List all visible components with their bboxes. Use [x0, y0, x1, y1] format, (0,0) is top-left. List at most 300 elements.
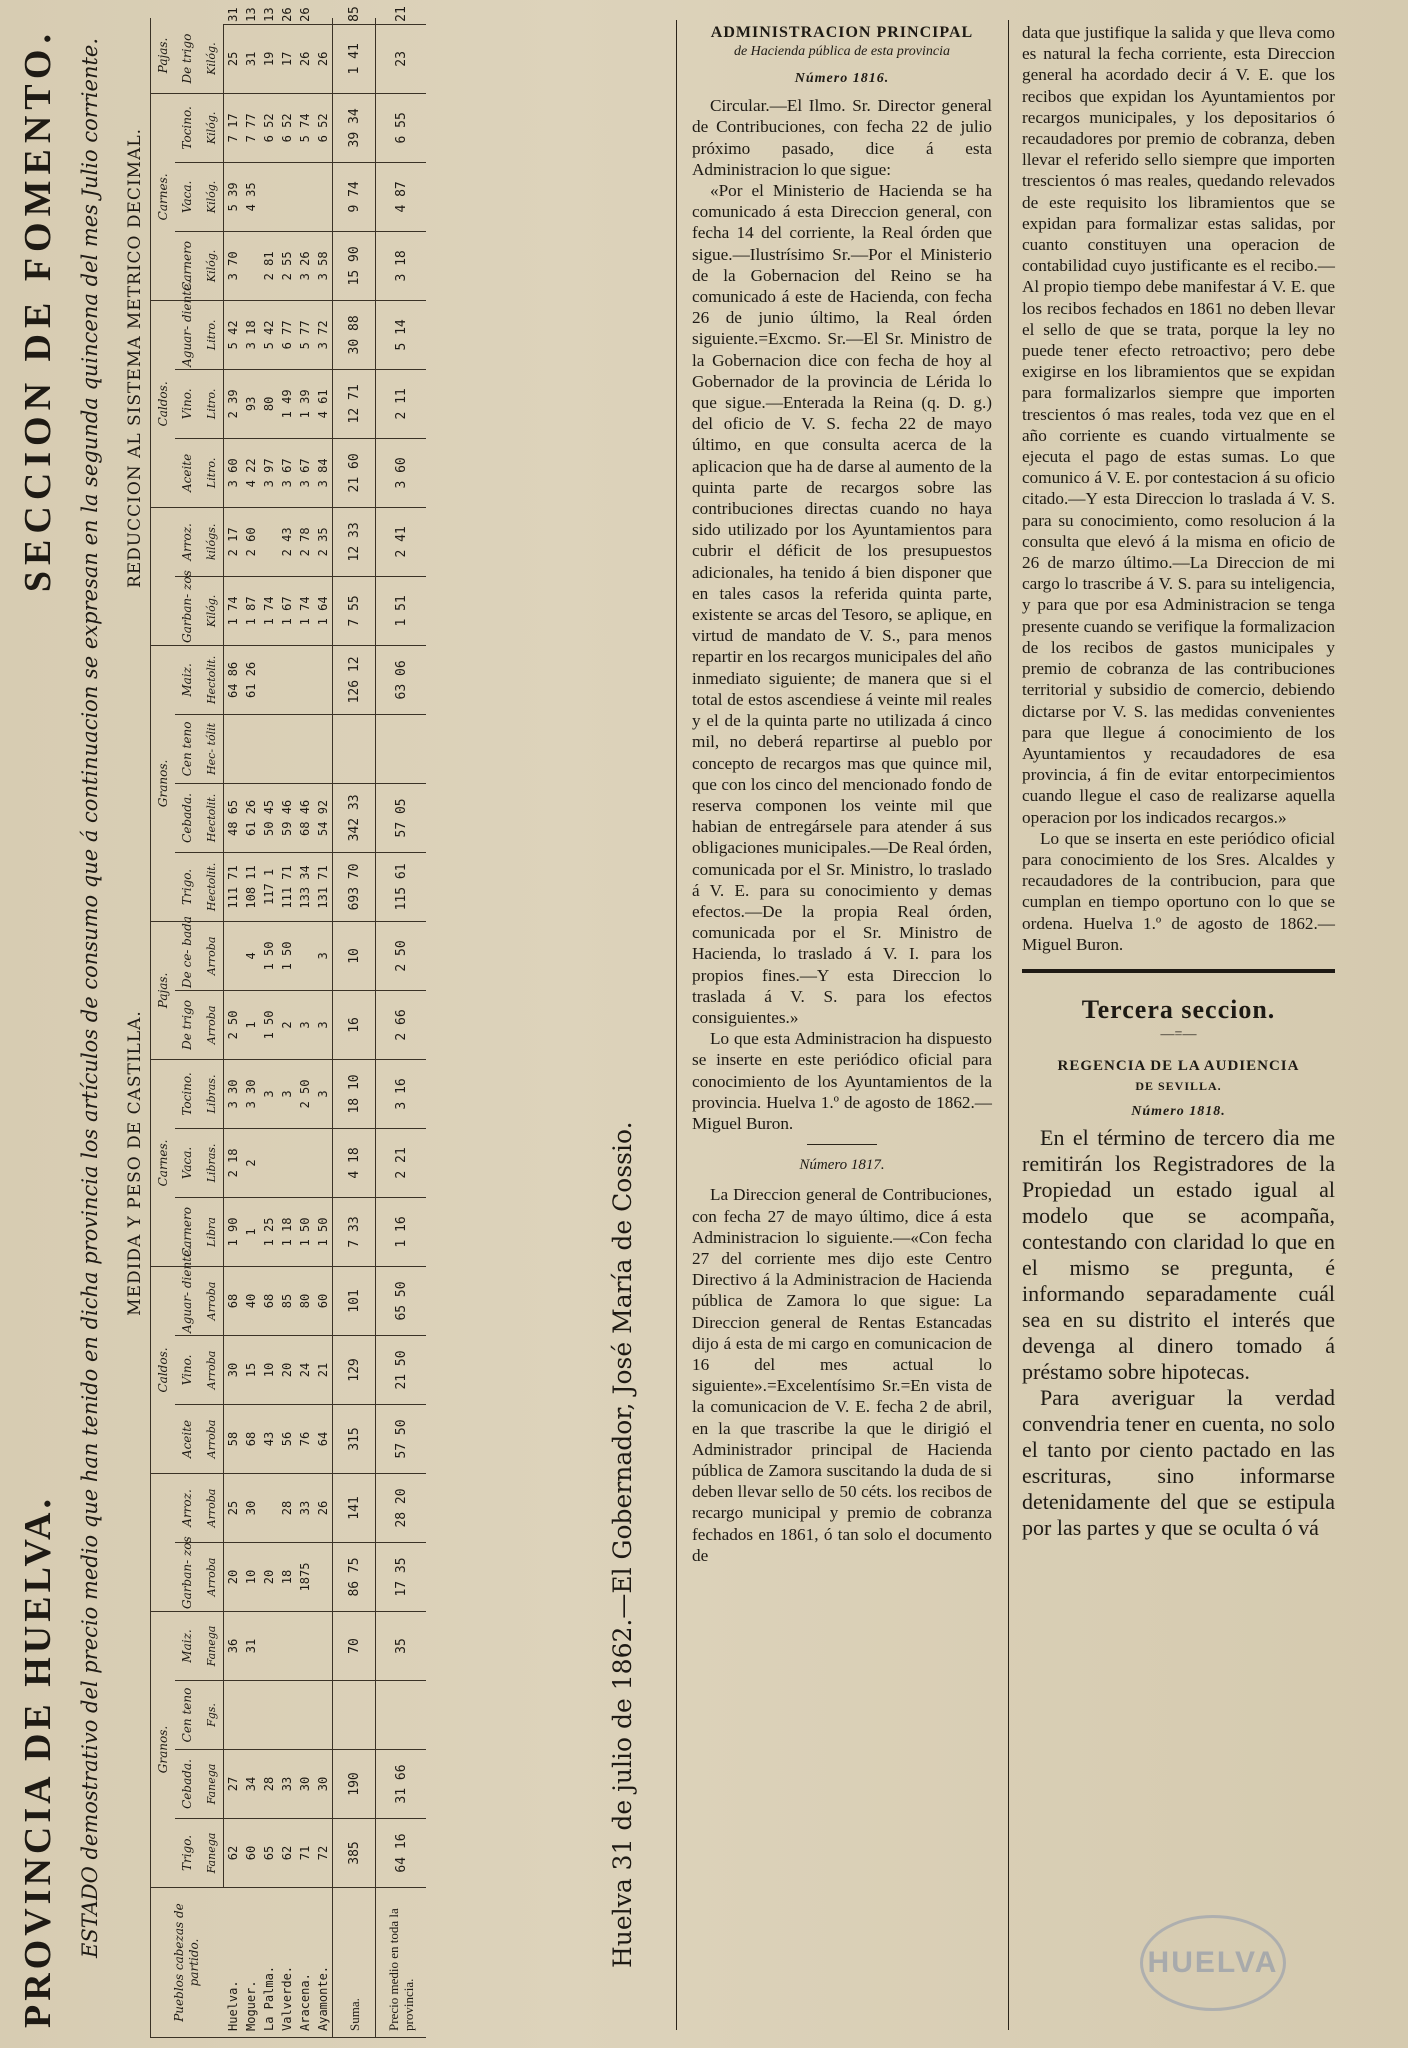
- table-cell: 59 46: [278, 783, 296, 852]
- table-cell: 3 30: [242, 1059, 260, 1128]
- table-cell: [224, 921, 243, 990]
- table-cell: [242, 714, 260, 783]
- unit: Arroba: [199, 1266, 224, 1335]
- table-cell: 4 61: [314, 369, 333, 438]
- table-cell: 19: [260, 24, 278, 93]
- header-carnero-metric: Carnero: [175, 231, 199, 300]
- table-cell: 3: [278, 1059, 296, 1128]
- table-cell: 4 87: [376, 162, 427, 231]
- table-cell: [260, 1473, 278, 1542]
- table-cell: [278, 1611, 296, 1680]
- table-cell: [314, 1542, 333, 1611]
- header-arroz: Arroz.: [175, 1473, 199, 1542]
- table-cell: [296, 714, 314, 783]
- table-cell: 141: [333, 1473, 376, 1542]
- table-cell: 68: [224, 1266, 243, 1335]
- header-trigo: Trigo.: [175, 1819, 199, 1888]
- table-row: [242, 18, 260, 2038]
- paragraph: La Direccion general de Contribuciones, con fecha 27 de mayo último, dice á esta Administracion lo siguiente.—«Con fecha 27 del corriente mes dijo este Centro Directivo á la Administracion de Hacienda pública de Zamora lo que sigue: La Direccion general de Rentas Estancadas dijo á esta de mi cargo en comunicacion de 16 del mes actual lo siguiente».=Excelentísimo Sr.=En vista de la comunicacion de V. E. fecha 2 de abril, en la que trascribe la que le dirigió el Administrador principal de Hacienda pública de Zamora suscitando la duda de si deben llevar sello de 50 céts. los recibos de recargo municipal y premio de cobranza fechados en 1861, ó tan solo el documento de: [692, 1185, 992, 1565]
- paragraph: data que justifique la salida y que lleva como es natural la fecha corriente, esta Direccion general ha acordado decir á V. E. que los recibos que expidan los Ayuntamientos por recargos municipales, y los depositarios ó recaudadores por premio de cobranza, deben llevar el referido sello siempre que importen trescientos ó mas reales, quedando relevados de este requisito los libramientos que se expidan para formalizar estas salidas, por cuanto constituyen una operacion de contabilidad cuyo justificante es el recibo.—Al propio tiempo debe manifestar á V. E. que los recibos fechados en 1861 no deben llevar el sello de que se trata, porque la ley no puede tener efecto retroactivo; pero debe exigirse en los libramientos que se expidan para formalizarlos siempre que importen trescientos ó mas reales, toda vez que en el año corriente es cuando virtualmente se ejecuta el pago de estas sumas. Lo que comunico á V. E. por contestacion á su oficio citado.—Y esta Direccion lo traslada á V. S. para su conocimiento, como resolucion á la consulta que elevó á la misma en oficio de 26 de marzo último.—La Direccion de mi cargo lo trascribe á V. S. para su inteligencia, y para que por esa Administracion se tenga presente cuando se verifique la formalizacion de los recibos de gastos municipales y premio de cobranza de las contribuciones territorial y subsidio de comercio, debiendo dictarse por V. S. las medidas convenientes para que llegue á conocimiento de los Ayuntamientos y recaudadores de esa provincia, á fin de evitar entorpecimientos cuando llegue el caso de realizarse aquella operacion por los indicados recargos.»: [1022, 23, 1335, 827]
- unit: Kilóg.: [199, 93, 224, 162]
- table-cell: 93: [242, 369, 260, 438]
- header-tocino-metric: Tocino.: [175, 93, 199, 162]
- table-cell: 1 41: [333, 24, 376, 93]
- table-cell: 61 26: [242, 783, 260, 852]
- header-maiz-metric: Maiz.: [175, 645, 199, 714]
- table-cell: 3 18: [242, 300, 260, 369]
- table-cell: 115 61: [376, 852, 427, 921]
- table-cell: 62: [278, 1819, 296, 1888]
- table-cell: 1 74: [224, 576, 243, 645]
- divider: [807, 1144, 877, 1145]
- table-cell: 1 50: [278, 921, 296, 990]
- table-cell: 2 60: [242, 507, 260, 576]
- table-footer-signature: Huelva 31 de julio de 1862.—El Gobernador, José María de Cossio.: [608, 1121, 637, 1968]
- administracion-heading: ADMINISTRACION PRINCIPAL: [710, 24, 974, 41]
- table-cell: [278, 645, 296, 714]
- header-aguardiente-metric: Aguar- diente.: [175, 300, 199, 369]
- rotated-price-table-section: [0, 0, 650, 2048]
- unit: Litro.: [199, 369, 224, 438]
- row-label: Huelva.: [224, 1888, 243, 2038]
- price-table-body: [224, 6, 427, 2038]
- table-cell: 1 49: [278, 369, 296, 438]
- table-cell: 2 11: [376, 369, 427, 438]
- table-cell: 56: [278, 1404, 296, 1473]
- header-maiz: Maiz.: [175, 1611, 199, 1680]
- table-cell: [333, 714, 376, 783]
- table-cell: 3: [260, 1059, 278, 1128]
- header-caldos: Caldos.: [151, 1266, 176, 1473]
- tercera-seccion-title: Tercera seccion.: [1081, 994, 1276, 1024]
- table-cell: 17 35: [376, 1542, 427, 1611]
- table-cell: 10: [242, 1542, 260, 1611]
- table-cell: 61 26: [242, 645, 260, 714]
- table-cell: [314, 18, 333, 24]
- header-arroz-metric: Arroz.: [175, 507, 199, 576]
- table-cell: 10: [260, 1335, 278, 1404]
- unit: Arroba: [199, 1473, 224, 1542]
- table-cell: 65: [260, 1819, 278, 1888]
- table-cell: 30 88: [333, 300, 376, 369]
- table-cell: [224, 714, 243, 783]
- table-cell: 4 22: [242, 438, 260, 507]
- table-cell: [278, 1681, 296, 1750]
- table-cell: 117 1: [260, 852, 278, 921]
- text-column-1: [692, 22, 992, 1566]
- table-cell: 1 74: [260, 576, 278, 645]
- table-cell: [260, 162, 278, 231]
- table-cell: 3 67: [296, 438, 314, 507]
- table-row: [224, 18, 243, 2038]
- row-label: Precio medio en toda la provincia.: [376, 1888, 427, 2038]
- table-cell: [278, 714, 296, 783]
- table-cell: 1: [242, 1197, 260, 1266]
- table-cell: 54 92: [314, 783, 333, 852]
- table-cell: 2 43: [278, 507, 296, 576]
- section-divider: [1022, 969, 1335, 973]
- table-cell: 64 16: [376, 1819, 427, 1888]
- unit: Arroba: [199, 1542, 224, 1611]
- header-granos-metric: Granos.: [151, 645, 176, 921]
- table-cell: 76: [296, 1404, 314, 1473]
- table-cell: [314, 1611, 333, 1680]
- column-rule: [676, 20, 677, 2030]
- header-tocino: Tocino.: [175, 1059, 199, 1128]
- table-cell: 36: [224, 1611, 243, 1680]
- table-cell: 7 33: [333, 1197, 376, 1266]
- table-cell: 20: [260, 1542, 278, 1611]
- table-cell: 2 21: [376, 1128, 427, 1197]
- table-cell: [260, 1128, 278, 1197]
- table-cell: 26: [296, 18, 314, 24]
- table-cell: 133 34: [296, 852, 314, 921]
- unit: Arroba: [199, 921, 224, 990]
- table-cell: 30: [314, 1750, 333, 1819]
- header-paja-trigo: De trigo: [175, 990, 199, 1059]
- table-cell: [296, 162, 314, 231]
- table-cell: [296, 1681, 314, 1750]
- promedio-row: [376, 18, 427, 2038]
- table-cell: 111 71: [278, 852, 296, 921]
- row-label: Suma.: [333, 1888, 376, 2038]
- table-cell: 30: [242, 1473, 260, 1542]
- table-cell: 2 50: [224, 990, 243, 1059]
- table-cell: 5 39: [224, 162, 243, 231]
- unit: Litro.: [199, 438, 224, 507]
- table-cell: 26: [278, 18, 296, 24]
- table-cell: 21: [376, 18, 427, 24]
- row-label: Ayamonte.: [314, 1888, 333, 2038]
- unit: Hec- tólit: [199, 714, 224, 783]
- unit: Fanega: [199, 1819, 224, 1888]
- table-cell: 3 26: [296, 231, 314, 300]
- table-cell: 3: [314, 921, 333, 990]
- table-cell: 3 18: [376, 231, 427, 300]
- table-cell: 40: [242, 1266, 260, 1335]
- header-garbanzos: Garban- zos: [175, 1542, 199, 1611]
- table-cell: 58: [224, 1404, 243, 1473]
- table-row: [260, 18, 278, 2038]
- table-cell: 65 50: [376, 1266, 427, 1335]
- table-cell: 12 33: [333, 507, 376, 576]
- table-cell: 4: [242, 921, 260, 990]
- table-cell: 1875: [296, 1542, 314, 1611]
- table-cell: 3 60: [224, 438, 243, 507]
- unit: Fanega: [199, 1750, 224, 1819]
- table-cell: 85: [278, 1266, 296, 1335]
- table-cell: 68: [242, 1404, 260, 1473]
- ornament-dashes: —=—: [1160, 1027, 1197, 1043]
- header-cebada: Cebada.: [175, 1750, 199, 1819]
- paragraph: «Por el Ministerio de Hacienda se ha comunicado á esta Direccion general, con fecha 14 del corriente, la Real órden que sigue.—Ilustrísimo Sr.—Por el Ministerio de la Gobernacion del Reino se ha comunicado á este de Hacienda, con fecha 26 de junio último, la Real órden siguiente.=Excmo. Sr.—El Sr. Ministro de la Gobernacion dice con fecha de hoy al Gobernador de la provincia de Lérida lo que sigue.—Enterada la Reina (q. D. g.) del oficio de V. S. fecha 22 de mayo último, en que consulta acerca de la aplicacion que ha de darse al aumento de la quinta parte de recargos sobre las contribuciones directas cuando no haya sido utilizado por los Ayuntamientos para cubrir el déficit de los presupuestos adicionales, ha tenido á bien disponer que en tales casos la referida quinta parte, existente se arcas del Tesoro, se aplique, en virtud de mandato de V. S., para menos repartir en los recargos municipales del año inmediato siguiente; de manera que si el total de estos ascendiese á veinte mil reales y el de la quinta parte no utilizada á cinco mil, no deberá repartirse al pueblo por concepto de recargos mas que quince mil, que con los cinco del mencionado fondo de reserva componen los veinte mil que habian de entregársele para atender á sus obligaciones municipales.—De Real órden, comunicada por el Sr. Ministro, lo traslado á V. E. para su conocimiento y demas efectos.—De la propia Real órden, comunicada por el Sr. Ministro de Hacienda, lo traslado á V. I. para los propios fines.—Y esta Direccion lo traslada á V. S. para los efectos consiguientes.»: [692, 181, 992, 1027]
- table-cell: 60: [242, 1819, 260, 1888]
- unit: Fgs.: [199, 1681, 224, 1750]
- table-cell: 1 16: [376, 1197, 427, 1266]
- table-cell: 48 65: [224, 783, 243, 852]
- table-cell: 1 25: [260, 1197, 278, 1266]
- table-cell: [260, 1681, 278, 1750]
- paragraph: Lo que se inserta en este periódico oficial para conocimiento de los Sres. Alcaldes y recaudadores de la contribucion, para que cumplan en tiempo oportuno con lo que se ordena. Huelva 1.º de agosto de 1862.—Miguel Buron.: [1022, 828, 1335, 954]
- unit: Kilóg.: [199, 162, 224, 231]
- table-cell: 9 74: [333, 162, 376, 231]
- notice-number-1818: Número 1818.: [1131, 1104, 1226, 1120]
- table-cell: [314, 1681, 333, 1750]
- table-cell: 129: [333, 1335, 376, 1404]
- table-cell: [314, 1128, 333, 1197]
- table-cell: [260, 507, 278, 576]
- table-cell: 26: [296, 24, 314, 93]
- table-cell: 70: [333, 1611, 376, 1680]
- table-cell: 15 90: [333, 231, 376, 300]
- table-cell: 33: [278, 1750, 296, 1819]
- header-caldos-metric: Caldos.: [151, 300, 176, 507]
- table-cell: 1 18: [278, 1197, 296, 1266]
- table-cell: 31: [224, 18, 243, 24]
- table-row: [296, 18, 314, 2038]
- table-cell: 28: [278, 1473, 296, 1542]
- table-cell: 1 50: [314, 1197, 333, 1266]
- row-label: Aracena.: [296, 1888, 314, 2038]
- table-cell: 25: [224, 1473, 243, 1542]
- table-cell: 2 50: [376, 921, 427, 990]
- table-cell: 15: [242, 1335, 260, 1404]
- table-cell: 1 90: [224, 1197, 243, 1266]
- table-cell: 18 10: [333, 1059, 376, 1128]
- table-cell: 3: [296, 990, 314, 1059]
- table-cell: 30: [296, 1750, 314, 1819]
- table-cell: 71: [296, 1819, 314, 1888]
- table-cell: 108 11: [242, 852, 260, 921]
- table-cell: [260, 714, 278, 783]
- table-cell: 3 72: [314, 300, 333, 369]
- column-rule: [1008, 20, 1009, 2030]
- unit: Kilóg.: [199, 576, 224, 645]
- table-cell: 33: [296, 1473, 314, 1542]
- table-cell: 21 50: [376, 1335, 427, 1404]
- table-cell: 2: [242, 1128, 260, 1197]
- table-cell: 60: [314, 1266, 333, 1335]
- table-cell: 2 81: [260, 231, 278, 300]
- regencia-subheading: DE SEVILLA.: [1135, 1079, 1222, 1094]
- table-cell: 13: [242, 18, 260, 24]
- table-cell: [278, 1128, 296, 1197]
- table-cell: 131 71: [314, 852, 333, 921]
- table-cell: 28 20: [376, 1473, 427, 1542]
- header-cebada-metric: Cebada.: [175, 783, 199, 852]
- header-carnes-metric: Carnes.: [151, 93, 176, 300]
- header-vaca: Vaca.: [175, 1128, 199, 1197]
- province-title: PROVINCIA DE HUELVA.: [17, 1495, 59, 2028]
- table-cell: 2: [278, 990, 296, 1059]
- table-cell: [296, 921, 314, 990]
- table-cell: 126 12: [333, 645, 376, 714]
- table-cell: 6 52: [260, 93, 278, 162]
- notice-number-1816: Número 1816.: [794, 71, 890, 86]
- library-stamp-watermark: HUELVA: [1140, 1915, 1286, 2011]
- price-table: [150, 6, 426, 2038]
- table-cell: 2 35: [314, 507, 333, 576]
- paragraph: Circular.—El Ilmo. Sr. Director general de Contribuciones, con fecha 22 de julio próximo pasado, dice á esta Administracion lo que sigue:: [692, 96, 992, 179]
- table-cell: 2 50: [296, 1059, 314, 1128]
- table-cell: 1 50: [296, 1197, 314, 1266]
- table-cell: 5 77: [296, 300, 314, 369]
- table-cell: 57 50: [376, 1404, 427, 1473]
- table-cell: 3 30: [224, 1059, 243, 1128]
- table-cell: 190: [333, 1750, 376, 1819]
- unit: Litro.: [199, 300, 224, 369]
- table-cell: [260, 645, 278, 714]
- table-cell: 2 41: [376, 507, 427, 576]
- table-cell: [376, 1681, 427, 1750]
- row-label: La Palma.: [260, 1888, 278, 2038]
- header-paja-trigo-metric: De trigo: [175, 24, 199, 93]
- table-cell: 80: [260, 369, 278, 438]
- table-cell: 2 78: [296, 507, 314, 576]
- paragraph: Lo que esta Administracion ha dispuesto se inserte en este periódico oficial para conocimiento de los Ayuntamientos de la provincia. Huelva 1.º de agosto de 1862.—Miguel Buron.: [692, 1029, 992, 1133]
- table-cell: 34: [242, 1750, 260, 1819]
- table-cell: 20: [278, 1335, 296, 1404]
- header-vino-metric: Vino.: [175, 369, 199, 438]
- table-cell: 6 52: [314, 93, 333, 162]
- unit: Arroba: [199, 1404, 224, 1473]
- table-cell: 12 71: [333, 369, 376, 438]
- table-cell: 315: [333, 1404, 376, 1473]
- unit: Arroba: [199, 990, 224, 1059]
- table-cell: 31 66: [376, 1750, 427, 1819]
- table-cell: 111 71: [224, 852, 243, 921]
- header-garbanzos-metric: Garban- zos: [175, 576, 199, 645]
- header-aceite: Aceite: [175, 1404, 199, 1473]
- table-cell: 3 16: [376, 1059, 427, 1128]
- table-cell: 72: [314, 1819, 333, 1888]
- table-cell: 21 60: [333, 438, 376, 507]
- table-cell: 3 60: [376, 438, 427, 507]
- unit: Kilóg.: [199, 231, 224, 300]
- table-cell: 3 58: [314, 231, 333, 300]
- table-cell: 27: [224, 1750, 243, 1819]
- table-cell: [333, 1681, 376, 1750]
- group-medida-heading: MEDIDA Y PESO DE CASTILLA.: [125, 1010, 145, 1316]
- table-cell: 7 17: [224, 93, 243, 162]
- table-cell: 7 77: [242, 93, 260, 162]
- group-reduccion-heading: REDUCCION AL SISTEMA METRICO DECIMAL.: [125, 127, 145, 589]
- header-pajas: Pajas.: [151, 921, 176, 1059]
- suma-row: [333, 18, 376, 2038]
- table-cell: [278, 162, 296, 231]
- table-cell: 13: [260, 18, 278, 24]
- row-label: Valverde.: [278, 1888, 296, 2038]
- table-cell: 693 70: [333, 852, 376, 921]
- unit: Fanega: [199, 1611, 224, 1680]
- unit: Arroba: [199, 1335, 224, 1404]
- header-carnes: Carnes.: [151, 1059, 176, 1266]
- table-cell: 385: [333, 1819, 376, 1888]
- table-cell: 7 55: [333, 576, 376, 645]
- table-cell: 26: [314, 1473, 333, 1542]
- unit: Kilóg.: [199, 24, 224, 93]
- unit: Hectolit.: [199, 852, 224, 921]
- table-cell: 1 50: [260, 921, 278, 990]
- table-cell: 4 35: [242, 162, 260, 231]
- table-cell: 101: [333, 1266, 376, 1335]
- table-cell: 63 06: [376, 645, 427, 714]
- header-centeno: Cen teno: [175, 1681, 199, 1750]
- table-cell: 16: [333, 990, 376, 1059]
- header-carnero: Carnero: [175, 1197, 199, 1266]
- table-cell: 5 42: [260, 300, 278, 369]
- table-cell: 64 86: [224, 645, 243, 714]
- header-trigo-metric: Trigo.: [175, 852, 199, 921]
- table-cell: 1: [242, 990, 260, 1059]
- unit: Libras.: [199, 1128, 224, 1197]
- header-aceite-metric: Aceite: [175, 438, 199, 507]
- table-cell: 43: [260, 1404, 278, 1473]
- table-cell: [224, 1681, 243, 1750]
- table-cell: 24: [296, 1335, 314, 1404]
- table-cell: 18: [278, 1542, 296, 1611]
- table-cell: 6 77: [278, 300, 296, 369]
- table-cell: [296, 645, 314, 714]
- table-cell: 10: [333, 921, 376, 990]
- header-pueblos: Pueblos cabezas de partido.: [151, 1888, 224, 2038]
- table-description: ESTADO demostrativo del precio medio que han tenido en dicha provincia los artículos de consumo que á continuacion se expresan en la segunda quincena del mes Julio corriente.: [78, 37, 102, 1958]
- table-cell: [314, 645, 333, 714]
- unit: Hectolit.: [199, 783, 224, 852]
- table-row: [314, 18, 333, 2038]
- table-cell: 3 70: [224, 231, 243, 300]
- table-cell: 3: [314, 1059, 333, 1128]
- table-cell: 2 17: [224, 507, 243, 576]
- table-cell: 2 66: [376, 990, 427, 1059]
- administracion-subheading: de Hacienda pública de esta provincia: [733, 44, 951, 59]
- table-cell: [296, 1611, 314, 1680]
- table-cell: 1 74: [296, 576, 314, 645]
- text-column-2: [1022, 22, 1335, 1541]
- table-cell: 20: [224, 1542, 243, 1611]
- table-cell: 64: [314, 1404, 333, 1473]
- table-cell: 3 97: [260, 438, 278, 507]
- table-cell: 2 39: [224, 369, 243, 438]
- header-granos: Granos.: [151, 1611, 176, 1887]
- paragraph: En el término de tercero dia me remitirán los Registradores de la Propiedad un estado igual al modelo que se acompaña, contestando con claridad lo que en el mismo se pregunta, é informando separadamente cuál sea en su distrito el interés que devenga al dinero tomado á préstamo sobre hipotecas.: [1022, 1124, 1335, 1384]
- unit: kilógs.: [199, 507, 224, 576]
- table-cell: 80: [296, 1266, 314, 1335]
- table-cell: 68: [260, 1266, 278, 1335]
- header-vino: Vino.: [175, 1335, 199, 1404]
- table-cell: 342 33: [333, 783, 376, 852]
- header-vaca-metric: Vaca.: [175, 162, 199, 231]
- table-cell: 3 84: [314, 438, 333, 507]
- header-pajas-metric: Pajas.: [151, 18, 176, 93]
- table-cell: [242, 1681, 260, 1750]
- table-cell: 31: [242, 1611, 260, 1680]
- table-cell: 25: [224, 24, 243, 93]
- table-cell: 57 05: [376, 783, 427, 852]
- table-cell: 68 46: [296, 783, 314, 852]
- table-cell: 21: [314, 1335, 333, 1404]
- table-title-row: [8, 28, 68, 2028]
- table-cell: 17: [278, 24, 296, 93]
- unit: Libra: [199, 1197, 224, 1266]
- table-cell: [314, 714, 333, 783]
- table-cell: 39 34: [333, 93, 376, 162]
- table-row: [278, 18, 296, 2038]
- table-cell: 1 50: [260, 990, 278, 1059]
- table-cell: 5 14: [376, 300, 427, 369]
- table-cell: 1 64: [314, 576, 333, 645]
- table-cell: [376, 714, 427, 783]
